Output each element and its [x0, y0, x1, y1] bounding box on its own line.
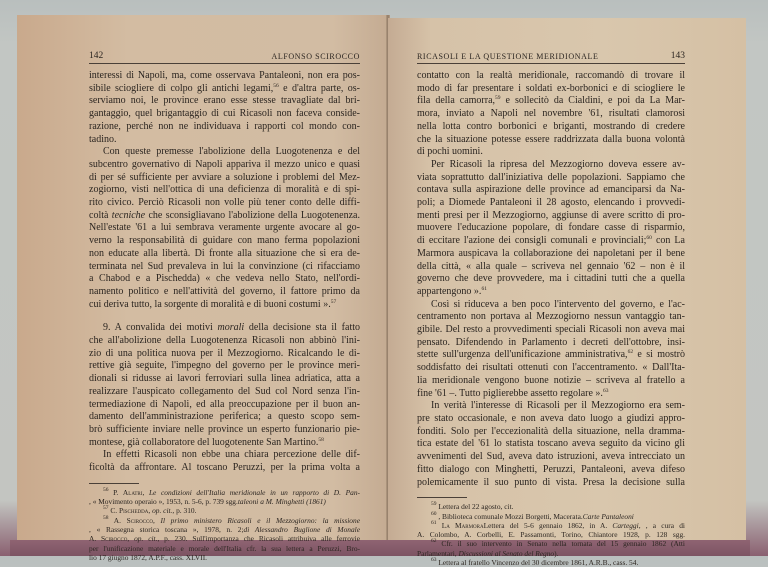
author-name: La Marmora [441, 520, 484, 530]
text-line: soddisfatto dei risultati ottenuti con l'accentramento. « Dall'Ita- [417, 362, 685, 374]
italic-word: tecniche [111, 209, 146, 221]
footnote-line: $^{56}$ P. Alatri, Le condizioni dell'Italia meridionale in un rapporto di D. Pan- [103, 486, 360, 497]
text-line: In verità l'interesse di Ricasoli per il Mezzogiorno era sem- [431, 400, 685, 412]
footnote-line: lio 17 giugno 1872, A.P.F., cass. XLVII. [89, 552, 208, 562]
text-line: montese, già collaboratore del luogotenente San Martino.$^{58}$ [89, 436, 324, 448]
text-line: pensato. Difendendo in Parlamento i decreti dell'ottobre, insi- [417, 336, 685, 348]
italic-title: Discussioni al Senato del Regno [458, 548, 555, 558]
text-line: ficoltà da affrontare. Al toscano Peruzzi, per la prima volta a [89, 462, 360, 474]
footnote-line: $^{58}$ A. Scirocco, Il primo ministero Ricasoli e il Mezzogiorno: la missione [103, 514, 360, 525]
footnote-line: , « Rassegna storica toscana », 1978, n. 2;di Alessandro Buglione di Monale [89, 524, 361, 534]
right-running-head [417, 51, 685, 64]
italic-title: di Alessandro Buglione di Monale [243, 524, 361, 534]
text-line: damento dell'amministrazione periferica; a questo scopo sem- [89, 411, 360, 423]
text-line: Con queste premesse l'abolizione della Luogotenenza e del [103, 146, 360, 158]
text-line: fine '61 –. Tutto piglierebbe assetto regolare ».$^{63}$ [417, 387, 609, 399]
footnote-line: A. Scirocco, op. cit., p. 230. Sull'importanza che Ricasoli attribuiva alle ferrovie [89, 534, 360, 544]
text-line: rito civico. Perciò Ricasoli non volle più tener conto delle diffi- [89, 197, 360, 209]
text-line: di eccitare l'azione dei consigli comunali e provinciali;$^{60}$ con La [417, 235, 685, 247]
right-page-number: 143 [670, 51, 685, 61]
text-line: subcentro governativo di Napoli appariva il mezzo unico e quasi [89, 158, 360, 170]
left-footnotes [89, 488, 360, 562]
footnote-number: 63 [431, 556, 437, 563]
text-line: Marmora auspicava la collaborazione dei napoletani per il bene [417, 247, 685, 259]
text-line: rettive già seguite, l'impegno del governo per le province meri- [89, 360, 360, 372]
text-line: realizzare l'auspicato collegamento del Sud col Nord senza l'in- [89, 385, 360, 397]
text-line: dionali si ridusse ai lavori ferroviari sulla linea adriatica, atta a [89, 373, 360, 385]
text-line: cui deriva tutto, la sorgente di moralità e di buoni costumi ».$^{57}$ [89, 298, 337, 310]
text-line: sibile sciogliere di colpo gli antichi legami,$^{56}$ e d'altra parte, os- [89, 82, 360, 94]
footnote-ref: 57 [330, 298, 337, 305]
footnote-number: 58 [103, 514, 109, 521]
footnote-line: per l'unificazione materiale e morale dell'Italia cfr. la sua lettera a Peruzzi, Bro- [89, 543, 360, 553]
text-line: fitto dialogo con Minghetti, Peruzzi, Pantaleoni, aveva difeso [417, 463, 685, 475]
footnote-number: 61 [431, 519, 437, 526]
author-name: Pischedda [118, 506, 149, 516]
text-line: verno la responsabilità di guidare con mano ferma popolazioni [89, 235, 360, 247]
text-line: contatto con la realtà meridionale, raccomandò di trovare il [417, 70, 685, 81]
italic-title: Il primo ministero Ricasoli e il Mezzogiorno: la missione [160, 515, 360, 525]
text-line: Per Ricasoli la ripresa del Mezzogiorno doveva essere av- [431, 158, 685, 170]
footnote-line: $^{57}$ C. Pischedda, op. cit., p. 310. [103, 505, 197, 516]
text-line: appartengono ».$^{61}$ [417, 285, 487, 297]
footnote-ref: 59 [495, 95, 501, 102]
text-line: della città, « alla quale – scriveva nel gennaio '62 – non è il [417, 260, 685, 272]
text-line: pre stato occasionale, e non aveva dato luogo a giudizi appro- [417, 412, 685, 424]
text-line: modo di far presentare i soldati ex-borbonici e di sciogliere le [417, 82, 685, 94]
text-line: fonditi. Solo per l'eccezionalità della situazione, nella dramma- [417, 425, 685, 437]
text-line: poli; a Diomede Pantaleoni il 28 agosto, elencando i provvedi- [417, 197, 685, 209]
left-section-9 [89, 322, 360, 474]
right-running-head-title: RICASOLI E LA QUESTIONE MERIDIONALE [417, 52, 599, 61]
footnote-number: 57 [103, 505, 109, 512]
right-footnote-rule [417, 497, 467, 498]
footnote-line: $^{63}$ Lettera al fratello Vincenzo del 30 dicembre 1861, A.R.B., cass. 54. [431, 556, 639, 567]
footnote-ref: 60 [646, 235, 652, 242]
author-name: Scirocco [126, 515, 153, 525]
footnote-line: $^{59}$ Lettera del 22 agosto, cit. [431, 501, 514, 512]
text-line: che la situazione potesse essere raddrizzata dalla buona volontà [417, 133, 685, 145]
text-line: avvenimenti del Sud, aveva dato istruzioni, aveva intrecciato un [417, 451, 685, 463]
text-line: nella lotta contro borbonici e briganti, mostrando di credere [417, 120, 685, 132]
author-name: Alatri [122, 487, 143, 497]
text-line: viata soprattutto dall'iniziativa delle popolazioni. Sappiamo che [417, 171, 685, 183]
text-line: mora, inviato a Napoli nel novembre '61, risultati clamorosi [417, 108, 685, 120]
text-line: tadino. [89, 133, 117, 145]
text-line: gibile. Del resto a provvedimenti speciali Ricasoli non aveva mai [417, 324, 685, 336]
italic-title: op. cit. [152, 506, 173, 516]
text-line: tica estate del '61 lo statista toscano aveva seguito da vicino gli [417, 438, 685, 450]
left-text-block [89, 51, 360, 562]
text-line: namento politico e nell'attività del governo, il fattore primo da [89, 285, 360, 297]
text-line: polemicamente il suo punto di vista. Presa la decisione sulla [417, 476, 685, 488]
text-line: zogiorno, visti nell'ottica di una deficienza di moralità e di spi- [89, 184, 360, 196]
italic-title: taleoni a M. Minghetti (1861) [237, 497, 326, 507]
text-line: Nell'estate '61 a lui sembrava veramente urgente avocare al go- [89, 222, 360, 234]
italic-title: Carte Pantaleoni [582, 511, 634, 521]
right-text-block [417, 51, 685, 567]
text-line: di per sé sufficiente per avviare a soluzione i problemi del Mez- [89, 171, 360, 183]
left-running-head-author: ALFONSO SCIROCCO [271, 52, 360, 61]
text-line: coltà tecniche che sconsigliavano l'abolizione della Luogotenenza. [89, 209, 360, 221]
text-line: serviamo noi, le province erano esse stesse travagliate dal bri- [89, 95, 360, 107]
footnote-ref: 56 [273, 82, 279, 89]
text-line: di pochi uomini. [417, 146, 483, 158]
text-line: gantaggio, quel brigantaggio di cui Ricasoli non faceva conside- [89, 108, 360, 120]
footnote-line: A. Colombo, A. Corbelli, E. Passamonti, Torino, Chiantore 1928, p. 128 sgg. [417, 530, 685, 540]
text-line: governo che deve provvedere, ma i cittadini tutti che a quella [417, 273, 685, 285]
text-line: che all'abolizione della Luogotenenza Ricasoli non abbinò l'ini- [89, 335, 360, 347]
text-line: interessi di Napoli, ma, come osservava Pantaleoni, non era pos- [89, 70, 360, 81]
footnote-ref: 58 [318, 436, 324, 443]
left-body-text [89, 70, 360, 311]
footnote-line: $^{60}$ , Biblioteca comunale Mozzi Borgetti, Macerata.Carte Pantaleoni [431, 510, 634, 521]
text-line: non educate alla libertà. Di fronte alla situazione che si era de- [89, 247, 360, 259]
italic-word: morali [217, 322, 245, 334]
text-line: zio di una politica nuova per il Mezzogiorno. Ricalcando le di- [89, 347, 360, 359]
text-line: 9. A convalida dei motivi morali della decisione sta il fatto [103, 322, 361, 334]
footnote-line: , « Movimento operaio », 1953, n. 5-6, p. 739 sgg.taleoni a M. Minghetti (1861) [89, 497, 326, 507]
footnote-number: 56 [103, 486, 109, 493]
right-footnotes [417, 502, 685, 567]
text-line: terminata nel Sud prevaleva in lui la convinzione (ci rifacciamo [89, 260, 360, 272]
footnote-line: $^{61}$ La MarmoraLettera del 5-6 gennaio 1862, in A. Carteggi, , a cura di [431, 519, 685, 530]
text-line: contava sulla aspirazione delle province ad emanciparsi da Na- [417, 184, 685, 196]
author-name: Scirocco [101, 534, 128, 544]
footnote-ref: 62 [627, 349, 634, 356]
text-line: razione, perché non ne individuava i rapporti col mondo con- [89, 120, 360, 132]
text-line: lia meridionale vengono buone notizie – scriveva al fratello a [417, 374, 685, 386]
text-line: menti presi per il Mezzogiorno, aggiunse di avere scritto di pro- [417, 209, 685, 221]
text-line: fila della camorra,$^{59}$ e sollecitò da Cialdini, e poi da La Mar- [417, 95, 685, 107]
italic-title: Le condizioni dell'Italia meridionale in un rapporto di D. Pan- [148, 487, 360, 497]
text-line: stette sull'urgenza dell'unificazione amministrativa,$^{62}$ e si mostrò [417, 349, 685, 361]
footnote-number: 59 [431, 501, 437, 508]
left-page [17, 15, 388, 562]
footnote-line: Parlamentari, Discussioni al Senato del Regno). [417, 548, 559, 558]
footnote-number: 60 [431, 510, 437, 517]
text-line: Così si riduceva a ben poco l'intervento del governo, e l'ac- [431, 298, 685, 310]
text-line: brò sufficiente inviare nelle province un esperto funzionario pie- [89, 423, 360, 435]
left-page-number: 142 [89, 51, 104, 61]
text-line: a Chabod e a Pischedda) « che vedeva nello Stato, nell'ordi- [89, 273, 360, 285]
right-body-text [417, 70, 685, 489]
left-footnote-rule [89, 483, 139, 484]
footnote-number: 62 [431, 538, 437, 545]
footnote-ref: 61 [481, 285, 487, 292]
text-line: In effetti Ricasoli non ebbe una chiara percezione delle dif- [103, 449, 360, 461]
text-line: termediazione di Napoli, ed alla preoccupazione per il buon an- [89, 398, 360, 410]
right-page [388, 18, 746, 567]
italic-title: Carteggi [612, 520, 639, 530]
italic-title: op. cit. [134, 534, 158, 544]
footnote-ref: 63 [602, 387, 609, 394]
footnote-line: $^{62}$ Cfr. il suo intervento in Senato nella tornata del 15 gennaio 1862 (Atti [431, 538, 685, 549]
left-running-head [89, 51, 360, 64]
text-line: muovere l'educazione popolare, di fondare casse di risparmio, [417, 222, 685, 234]
text-line: centramento non portava al Mezzogiorno nessun vantaggio tan- [417, 311, 685, 323]
